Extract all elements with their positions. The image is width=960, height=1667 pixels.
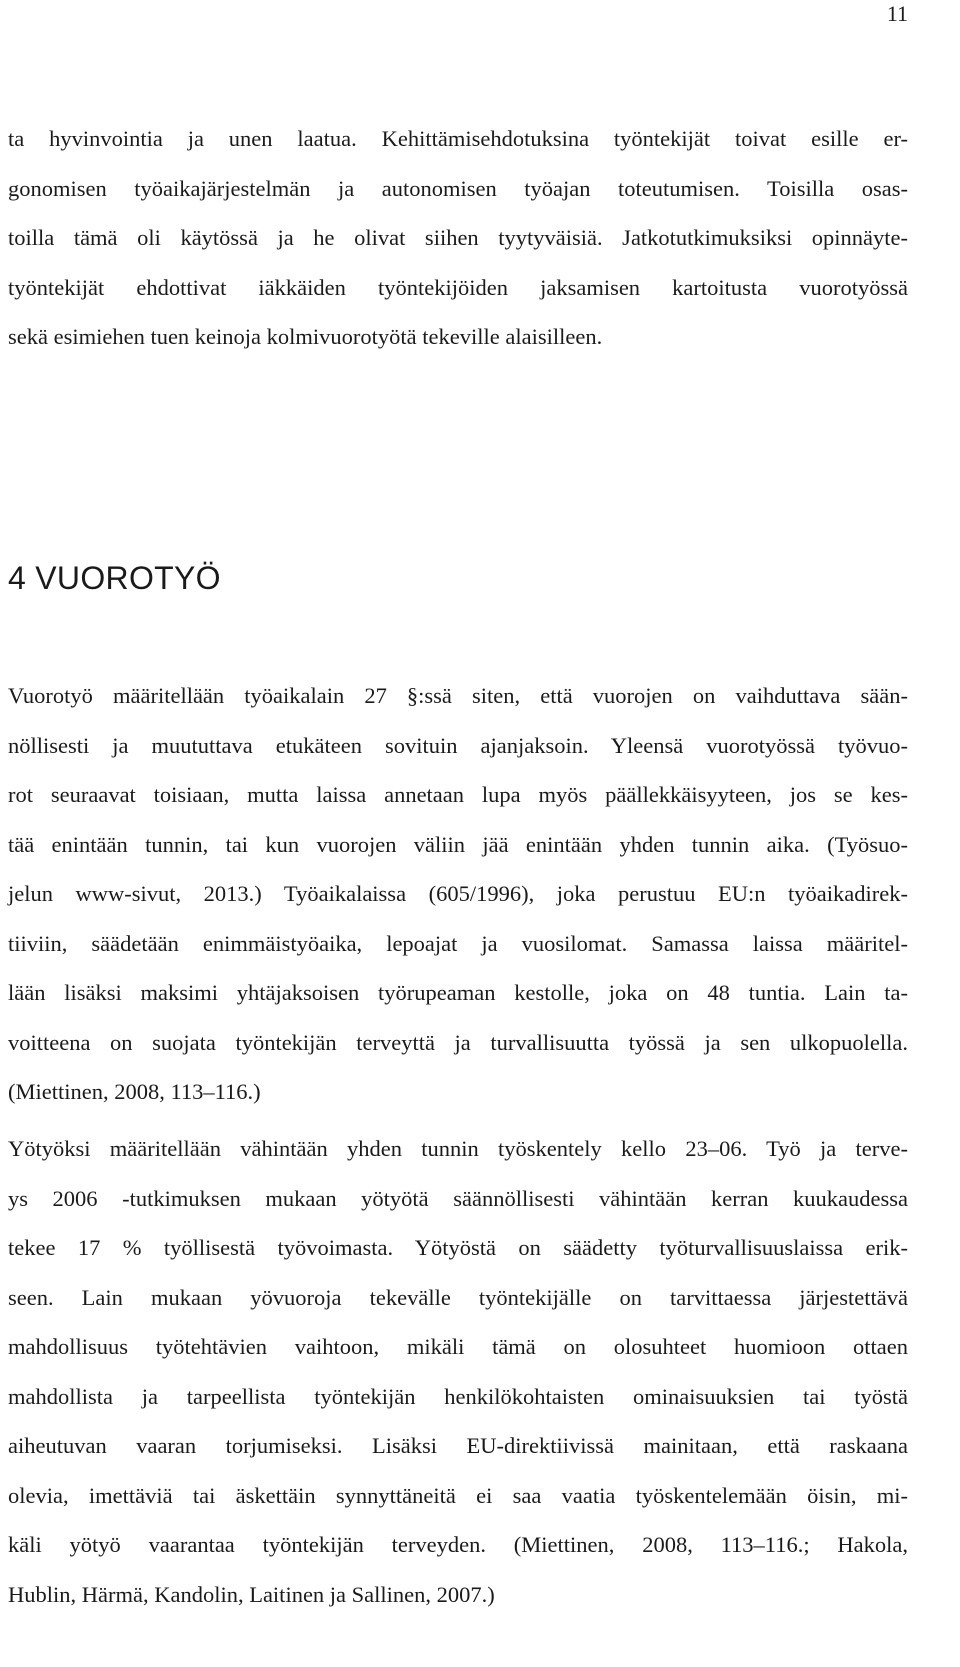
paragraph-employee-wellbeing bbox=[8, 114, 908, 362]
text-line: Yötyöksi määritellään vähintään yhden tunnin työskentely kello 23–06. Työ ja terve- bbox=[8, 1136, 908, 1161]
text-line: rot seuraavat toisiaan, mutta laissa annetaan lupa myös päällekkäisyyteen, jos se kes- bbox=[8, 782, 908, 807]
text-line: sekä esimiehen tuen keinoja kolmivuorotyötä tekeville alaisilleen. bbox=[8, 324, 603, 349]
text-line: tää enintään tunnin, tai kun vuorojen väliin jää enintään yhden tunnin aika. (Työsuo- bbox=[8, 831, 908, 857]
paragraph-night-work bbox=[8, 1124, 908, 1619]
text-line: ta hyvinvointia ja unen laatua. Kehittämisehdotuksina työntekijät toivat esille er- bbox=[8, 126, 908, 151]
paragraph-shift-work-definition bbox=[8, 671, 908, 1117]
text-line: Hublin, Härmä, Kandolin, Laitinen ja Sallinen, 2007.) bbox=[8, 1581, 495, 1607]
text-line: tekee 17 % työllisestä työvoimasta. Yötyöstä on säädetty työturvallisuuslaissa erik- bbox=[8, 1235, 908, 1260]
section-heading: 4 VUOROTYÖ bbox=[8, 560, 221, 596]
text-line: mahdollisuus työtehtävien vaihtoon, mikäli tämä on olosuhteet huomioon ottaen bbox=[8, 1334, 908, 1359]
text-line: jelun www-sivut, 2013.) Työaikalaissa (605/1996), joka perustuu EU:n työaikadirek- bbox=[8, 881, 908, 906]
text-line: voitteena on suojata työntekijän terveyttä ja turvallisuutta työssä ja sen ulkopuolella. bbox=[8, 1029, 908, 1055]
text-line: Vuorotyö määritellään työaikalain 27 §:ssä siten, että vuorojen on vaihduttava sään- bbox=[8, 683, 908, 708]
text-line: (Miettinen, 2008, 113–116.) bbox=[8, 1079, 261, 1104]
text-line: nöllisesti ja muututtava etukäteen sovituin ajanjaksoin. Yleensä vuorotyössä työvuo- bbox=[8, 732, 908, 758]
text-line: käli yötyö vaarantaa työntekijän terveyden. (Miettinen, 2008, 113–116.; Hakola, bbox=[8, 1532, 908, 1557]
text-line: seen. Lain mukaan yövuoroja tekevälle työntekijälle on tarvittaessa järjestettävä bbox=[8, 1284, 908, 1310]
text-line: työntekijät ehdottivat iäkkäiden työntekijöiden jaksamisen kartoitusta vuorotyössä bbox=[8, 274, 908, 300]
text-line: gonomisen työaikajärjestelmän ja autonomisen työajan toteutumisen. Toisilla osas- bbox=[8, 175, 908, 201]
page-number: 11 bbox=[886, 1, 908, 26]
text-line: olevia, imettäviä tai äskettäin synnyttäneitä ei saa vaatia työskentelemään öisin, mi- bbox=[8, 1482, 908, 1508]
text-line: aiheutuvan vaaran torjumiseksi. Lisäksi EU-direktiivissä mainitaan, että raskaana bbox=[8, 1433, 908, 1458]
text-line: lään lisäksi maksimi yhtäjaksoisen työrupeaman kestolle, joka on 48 tuntia. Lain ta- bbox=[8, 980, 908, 1005]
text-line: tiiviin, säädetään enimmäistyöaika, lepoajat ja vuosilomat. Samassa laissa määritel- bbox=[8, 930, 908, 956]
text-line: mahdollista ja tarpeellista työntekijän henkilökohtaisten ominaisuuksien tai työstä bbox=[8, 1383, 908, 1409]
text-line: ys 2006 -tutkimuksen mukaan yötyötä säännöllisesti vähintään kerran kuukaudessa bbox=[8, 1185, 908, 1211]
text-line: toilla tämä oli käytössä ja he olivat siihen tyytyväisiä. Jatkotutkimuksiksi opinnäyte- bbox=[8, 225, 908, 250]
